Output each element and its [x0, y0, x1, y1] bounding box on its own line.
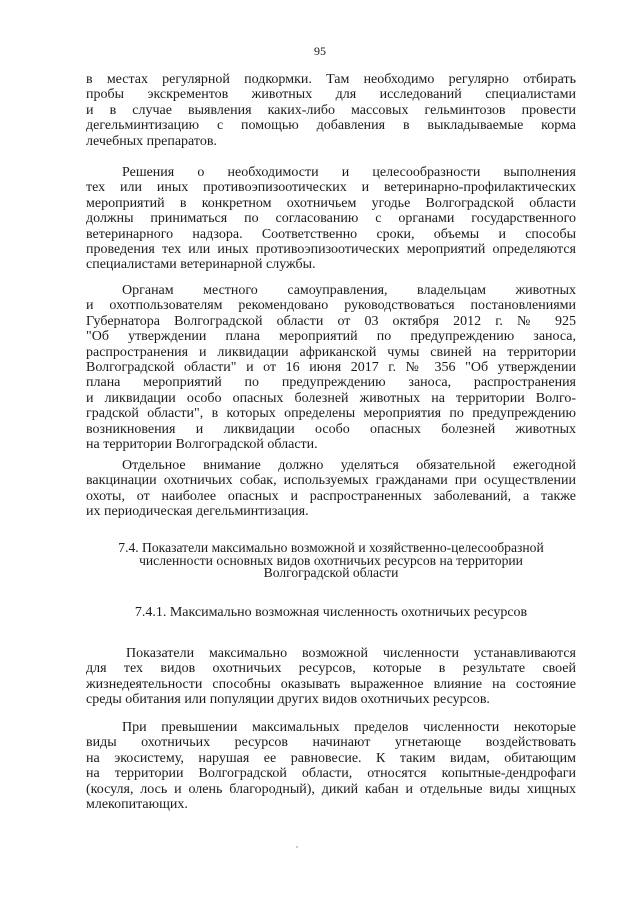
text-line: и охотпользователям рекомендовано руководствоваться постановлениями — [86, 298, 576, 314]
text-line: млекопитающих. — [86, 796, 188, 812]
text-line: Органам местного самоуправления, владельцам животных — [122, 283, 576, 298]
text-line: Волгоградской области" и от 16 июня 2017 г. № 356 "Об утверждении — [86, 359, 576, 375]
text-line: плана мероприятий по предупреждению заноса, распространения — [86, 375, 576, 391]
subsection-heading — [86, 605, 576, 620]
text-line: (косуля, лось и олень благородный), дикий кабан и отдельные виды хищных — [86, 781, 576, 797]
text-line: должны приниматься по согласованию с органами государственного — [86, 211, 576, 227]
text-line: специалистами ветеринарной службы. — [86, 257, 316, 273]
text-line: возникновения и ликвидации особо опасных болезней животных — [86, 421, 576, 437]
text-line: пробы экскрементов животных для исследований специалистами — [86, 87, 576, 103]
text-line: вакцинации охотничьих собак, используемых гражданами при осуществлении — [86, 473, 576, 489]
text-line: градской области", в которых определены мероприятия по предупреждению — [86, 406, 576, 422]
text-line: виды охотничьих ресурсов начинают угнетающе воздействовать — [86, 735, 576, 751]
text-line: в местах регулярной подкормки. Там необходимо регулярно отбирать — [86, 72, 576, 87]
heading-line: 7.4. Показатели максимально возможной и хозяйственно-целесообразной — [118, 540, 544, 555]
text-line: среды обитания или популяции других видов охотничьих ресурсов. — [86, 692, 490, 708]
text-line: и в случае выявления каких-либо массовых гельминтозов провести — [86, 102, 576, 118]
paragraph — [86, 72, 576, 149]
text-line: лечебных препаратов. — [86, 133, 217, 149]
paragraph — [86, 283, 576, 452]
paragraph — [86, 720, 576, 812]
text-line: на территории Волгоградской области, относятся копытные-дендрофаги — [86, 766, 576, 782]
text-line: их периодическая дегельминтизация. — [86, 504, 309, 520]
paragraph — [86, 646, 576, 708]
text-line: Губернатора Волгоградской области от 03 октября 2012 г. № 925 — [86, 313, 576, 329]
text-line: жизнедеятельности способны оказывать выраженное влияние на состояние — [86, 676, 576, 692]
page-number: 95 — [314, 44, 326, 58]
text-line: мероприятий в конкретном охотничьем угодье Волгоградской области — [86, 195, 576, 211]
text-line: охоты, от наиболее опасных и распространенных заболеваний, а также — [86, 488, 576, 504]
subheading-text: 7.4.1. Максимально возможная численность охотничьих ресурсов — [134, 605, 528, 620]
text-line: тех или иных противоэпизоотических и ветеринарно-профилактических — [86, 180, 576, 196]
text-line: При превышении максимальных пределов численности некоторые — [122, 720, 576, 735]
heading-line: численности основных видов охотничьих ресурсов на территории — [139, 552, 523, 568]
heading-line: Волгоградской области — [263, 565, 399, 581]
text-line: проведения тех или иных противоэпизоотических мероприятий определяются — [86, 241, 576, 257]
text-line: на экосистему, нарушая ее равновесие. К таким видам, обитающим — [86, 750, 576, 766]
text-line: "Об утверждении плана мероприятий по предупреждению заноса, — [86, 329, 576, 345]
text-line: на территории Волгоградской области. — [86, 436, 318, 452]
text-line: Показатели максимально возможной численности устанавливаются — [126, 646, 576, 661]
text-line: Отдельное внимание должно уделяться обязательной ежегодной — [122, 458, 576, 473]
text-line: для тех видов охотничьих ресурсов, которые в результате своей — [86, 661, 576, 677]
paragraph — [86, 458, 576, 520]
text-line: Решения о необходимости и целесообразности выполнения — [122, 165, 576, 180]
text-line: дегельминтизацию с помощью добавления в выкладываемые корма — [86, 118, 576, 134]
scan-speck — [296, 846, 298, 848]
text-line: и ликвидации особо опасных болезней животных на территории Волго- — [86, 390, 576, 406]
section-heading — [86, 542, 576, 580]
paragraph — [86, 165, 576, 273]
text-line: ветеринарного надзора. Соответственно сроки, объемы и способы — [86, 226, 576, 242]
text-line: распространения и ликвидации африканской чумы свиней на территории — [86, 344, 576, 360]
